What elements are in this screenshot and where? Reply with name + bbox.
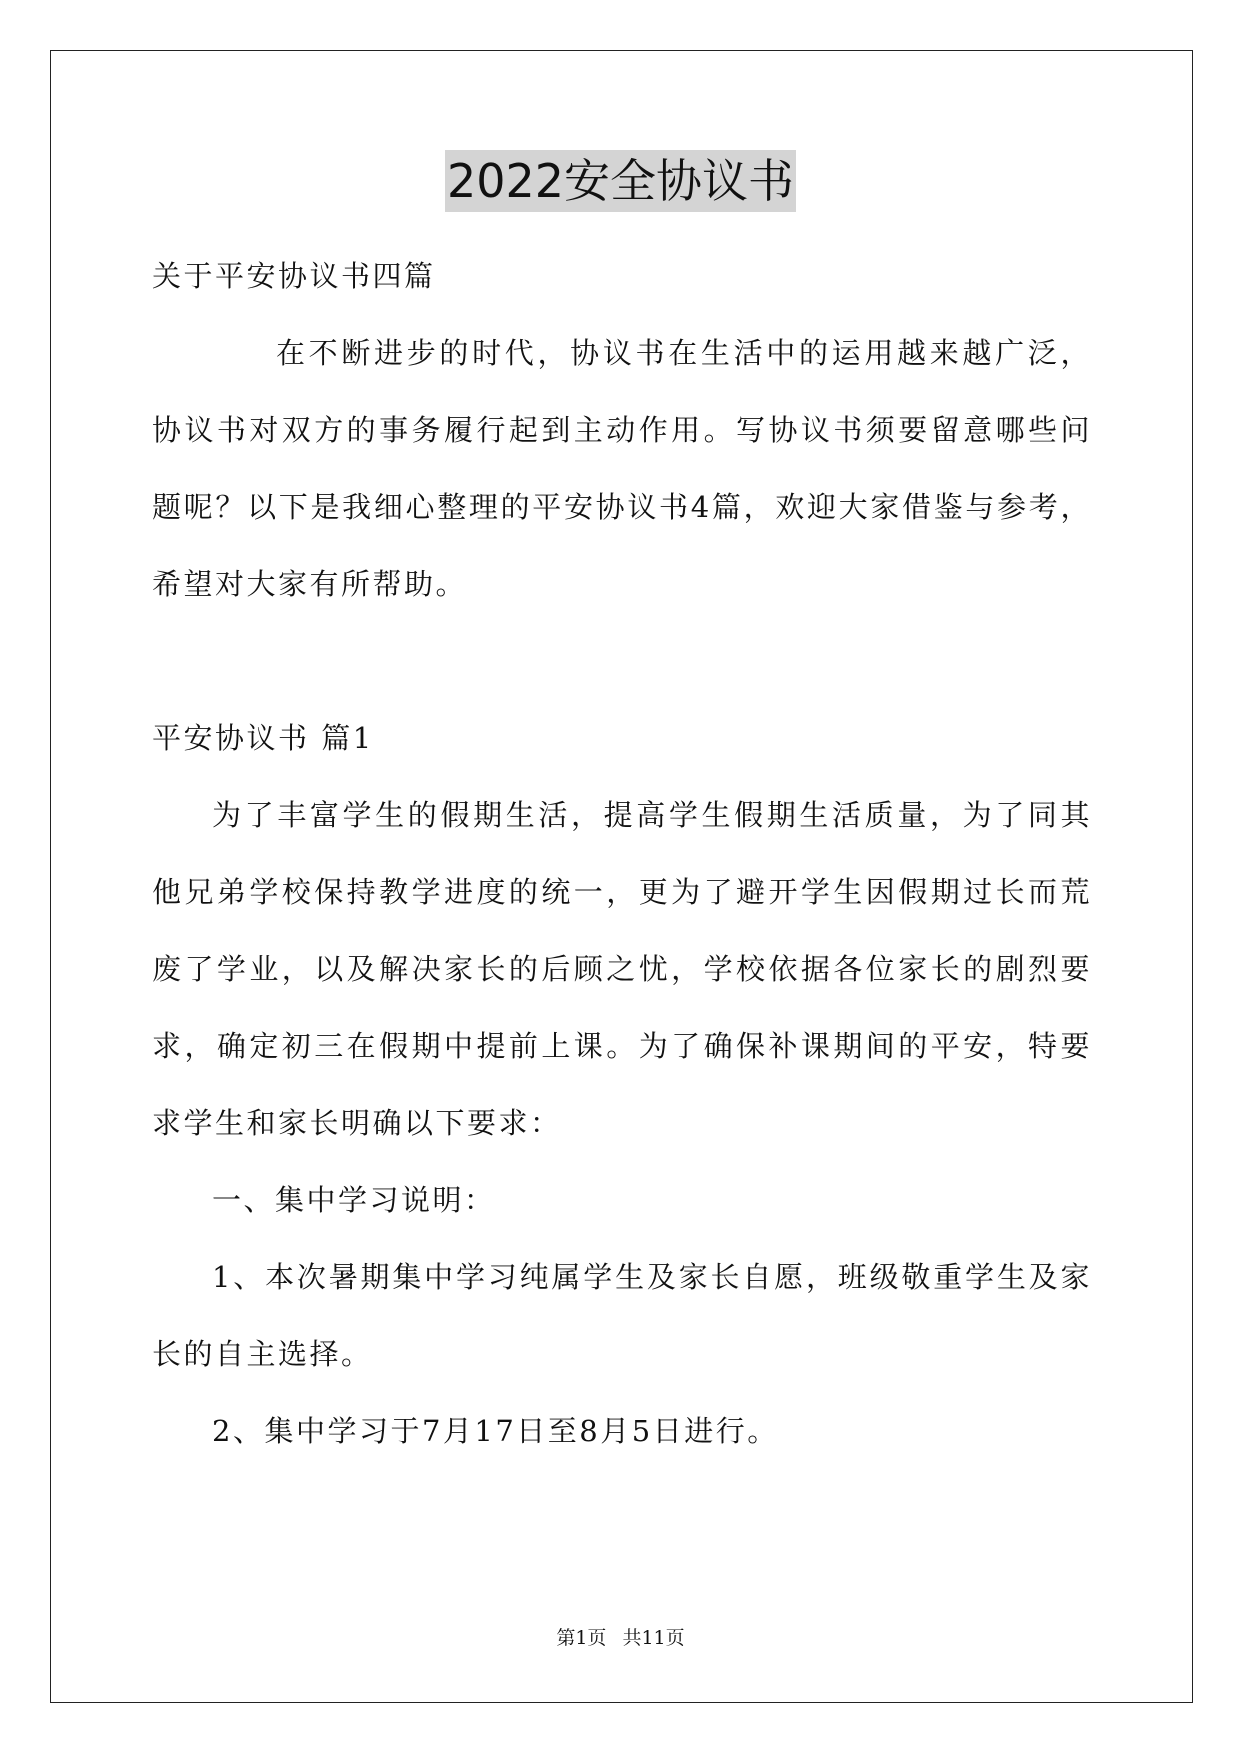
item-heading: 一、集中学习说明： bbox=[212, 1183, 496, 1217]
list-item: 2、集中学习于7月17日至8月5日进行。 bbox=[212, 1414, 779, 1448]
document-body bbox=[152, 238, 1092, 1470]
intro-paragraph: 在不断进步的时代，协议书在生活中的运用越来越广泛，协议书对双方的事务履行起到主动作用。写协议书须要留意哪些问题呢？以下是我细心整理的平安协议书4篇，欢迎大家借鉴与参考，希望对大家有所帮助。 bbox=[152, 336, 1092, 601]
section-heading: 平安协议书 篇1 bbox=[152, 721, 374, 755]
list-item: 1、本次暑期集中学习纯属学生及家长自愿，班级敬重学生及家长的自主选择。 bbox=[152, 1260, 1092, 1371]
document-subtitle: 关于平安协议书四篇 bbox=[152, 259, 436, 293]
section-gap bbox=[152, 623, 1092, 700]
title-container bbox=[0, 150, 1241, 212]
body-paragraph: 为了丰富学生的假期生活，提高学生假期生活质量，为了同其他兄弟学校保持教学进度的统一，更为了避开学生因假期过长而荒废了学业，以及解决家长的后顾之忧，学校依据各位家长的剧烈要求，确定初三在假期中提前上课。为了确保补课期间的平安，特要求学生和家长明确以下要求： bbox=[152, 798, 1092, 1140]
page-footer: 第1页 共11页 bbox=[556, 1627, 685, 1649]
document-title: 2022安全协议书 bbox=[445, 150, 796, 212]
